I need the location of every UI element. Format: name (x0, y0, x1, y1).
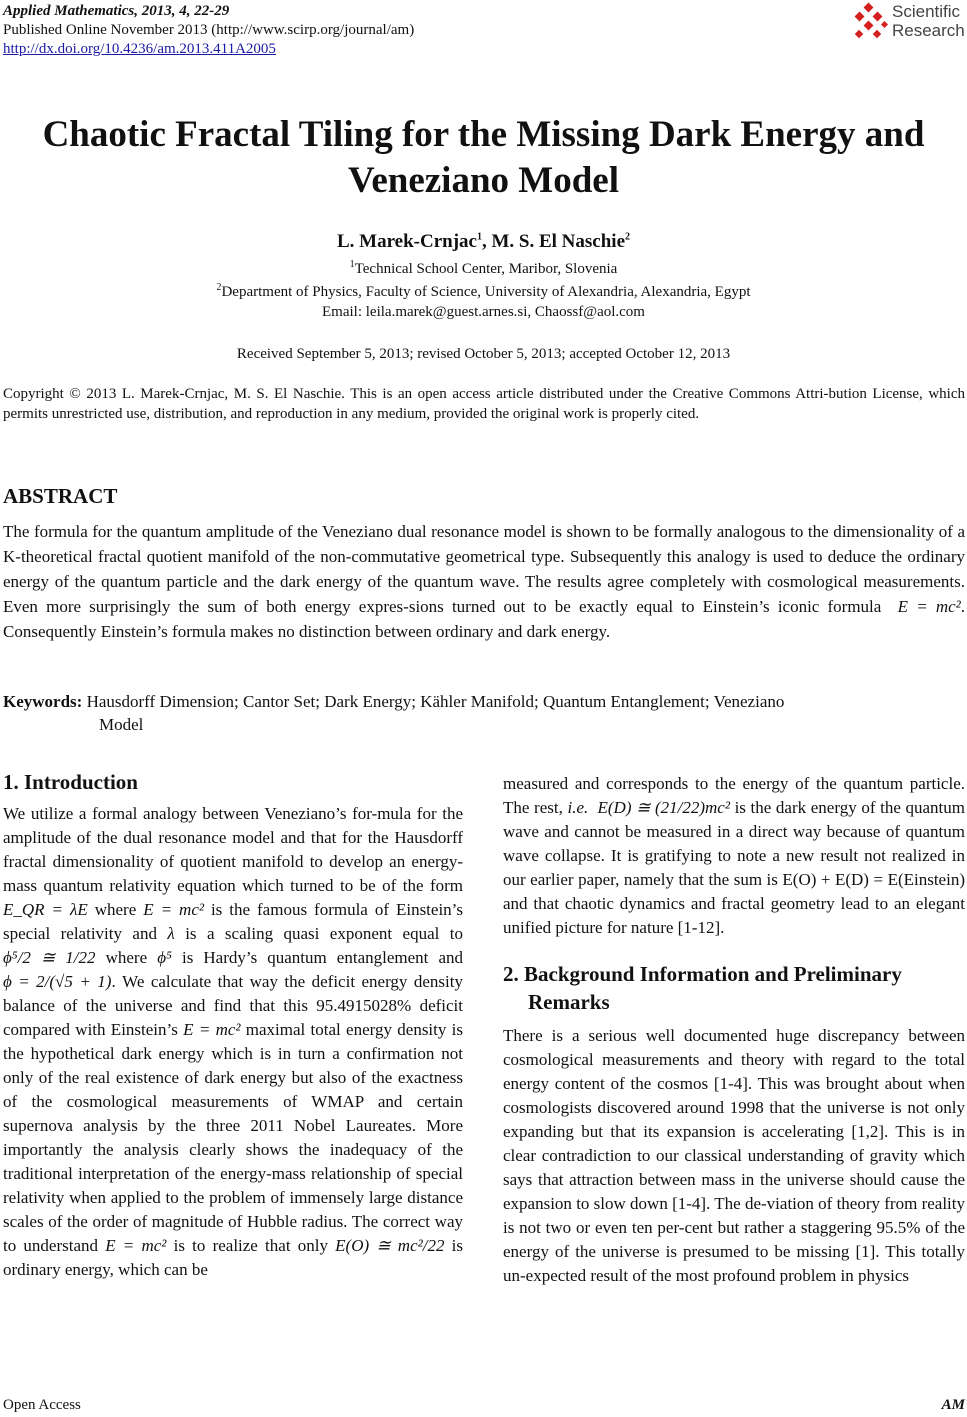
formula-eo: E(O) ≅ mc²/22 (335, 1236, 445, 1255)
formula-emc2: E = mc² (897, 597, 961, 616)
scientific-research-logo-icon (852, 2, 890, 42)
title-line-2: Veneziano Model (348, 160, 619, 201)
abstract-heading: ABSTRACT (3, 484, 118, 508)
published-line: Published Online November 2013 (http://www.scirp.org/journal/am) (3, 22, 415, 38)
journal-name: Applied Mathematics (3, 3, 135, 19)
intro-continued: measured and corresponds to the energy of the quantum particle. The rest, i.e. E(D) ≅ (21/22)mc² is the dark energy of the quantum wave and cannot be measured in a direct way because of quantum wave collapse. It is gratifying to note a new result not realized in our earlier paper, namely that the sum is E(O) + E(D) = E(Einstein) and that chaotic dynamics and fractal geometry lead to an elegant unified picture for nature [1-12]. (503, 774, 965, 937)
paper-title (0, 112, 967, 204)
formula-ed: E(D) ≅ (21/22)mc² (597, 798, 730, 817)
journal-header (3, 2, 414, 59)
keywords-list: Hausdorff Dimension; Cantor Set; Dark Energy; Kähler Manifold; Quantum Entanglement; Veneziano (82, 692, 785, 711)
author-2-mark: 2 (625, 231, 631, 243)
keywords (3, 690, 965, 736)
copyright-notice: Copyright © 2013 L. Marek-Crnjac, M. S. El Naschie. This is an open access article distributed under the Creative Commons Attri-bution License, which permits unrestricted use, distribution, and reproduction in any medium, provided the original work is properly cited. (3, 386, 965, 422)
footer-journal-abbrev: AM (941, 1397, 965, 1413)
formula-phi5-ratio: ϕ⁵/2 ≅ 1/22 (3, 948, 96, 967)
logo-word-1: Scientific (892, 2, 961, 21)
affiliation-1: $^1$Technical School Center, Maribor, Slovenia (349, 259, 618, 277)
page-footer (3, 1397, 965, 1414)
formula-phi5: ϕ⁵ (157, 948, 172, 967)
keywords-list-cont: Model (99, 715, 144, 734)
publisher-logo (852, 0, 967, 44)
journal-volume: , 2013, 4, 22-29 (134, 3, 230, 19)
section-heading-background: 2. Background Information and Preliminary Remarks (503, 962, 902, 1014)
introduction-text: We utilize a formal analogy between Veneziano’s for-mula for the amplitude of the dual resonance model and that for the Hausdorff fractal dimensionality of quotient manifold to develop an energy-mass quantum relativity equation which turned to be of the form E_QR = λE where E = mc² is the famous formula of Einstein’s special relativity and λ is a scaling quasi exponent equal to ϕ⁵/2 ≅ 1/22 where ϕ⁵ is Hardy’s quantum entanglement and ϕ = 2/(√5 + 1). We calculate that way the deficit energy density balance of the universe and find that this 95.4915028% deficit compared with Einstein’s E = mc² maximal total energy density is the hypothetical dark energy which is in turn a confirmation not only of the real existence of dark energy but also of the exactness of the cosmological measurements of WMAP and certain supernova analysis by the three 2011 Nobel Laureates. More importantly the analysis clearly shows the inadequacy of the traditional interpretation of the energy-mass relationship of special relativity when applied to the problem of immensely large distance scales of the order of magnitude of Hubble radius. The correct way to understand E = mc² is to realize that only E(O) ≅ mc²/22 is ordinary energy, which can be (3, 804, 464, 1279)
author-2: , M. S. El Naschie (481, 231, 626, 252)
formula-phi: ϕ = 2/(√5 + 1) (3, 972, 112, 991)
email-line: Email: leila.marek@guest.arnes.si, Chaossf@aol.com (322, 304, 645, 320)
logo-word-2: Research (892, 21, 965, 40)
affiliation-2: $^2$Department of Physics, Faculty of Science, University of Alexandria, Alexandria, Egypt (216, 282, 751, 300)
section-heading-introduction: 1. Introduction (3, 770, 138, 794)
right-column (503, 772, 965, 1288)
footer-open-access: Open Access (3, 1397, 81, 1413)
formula-eqr: E_QR = λE (3, 900, 88, 919)
formula-emc2: E = mc² (183, 1020, 241, 1039)
abstract-text: The formula for the quantum amplitude of the Veneziano dual resonance model is shown to be formally analogous to the dimensionality of a K-theoretical fractal quotient manifold of the non-commutative geometrical type. Subsequently this analogy is used to deduce the ordinary energy of the quantum particle and the dark energy of the quantum wave. The results agree completely with cosmological measurements. Even more surprisingly the sum of both energy expres-sions turned out to be exactly equal to Einstein’s iconic formula E = mc². Consequently Einstein’s formula makes no distinction between ordinary and dark energy. (3, 522, 966, 641)
formula-emc2: E = mc² (143, 900, 204, 919)
title-line-1: Chaotic Fractal Tiling for the Missing Dark Energy and (42, 114, 925, 155)
author-1-mark: 1 (476, 231, 482, 243)
author-1: L. Marek-Crnjac (336, 231, 477, 252)
doi-link[interactable]: http://dx.doi.org/10.4236/am.2013.411A2005 (3, 41, 276, 57)
formula-lambda: λ (167, 924, 175, 943)
journal-citation (3, 2, 414, 21)
formula-emc2: E = mc² (105, 1236, 167, 1255)
background-text: There is a serious well documented huge discrepancy between cosmological measurements and theory with regard to the total energy content of the cosmos [1-4]. This was brought about when cosmologists discovered around 1998 that the universe is not only expanding but that its expansion is accelerating [1,2]. This is in clear contradiction to our classical understanding of gravity which says that attraction between mass in the universe should cause the expansion to slow down [1-4]. The de-viation of theory from reality is not two or even ten per-cent but rather a staggering 95.5% of the energy of the universe is presumed to be missing [1]. This totally un-expected result of the most profound problem in physics (503, 1026, 965, 1285)
keywords-label: Keywords: (3, 692, 83, 711)
received-dates: Received September 5, 2013; revised October 5, 2013; accepted October 12, 2013 (236, 346, 731, 362)
authors (0, 231, 967, 253)
